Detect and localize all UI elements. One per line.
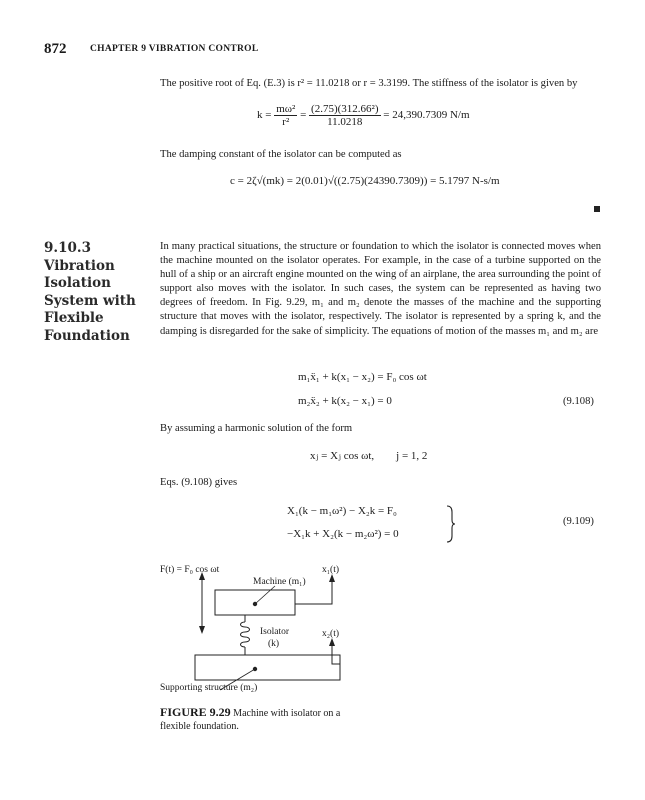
damping-equation: c = 2ζ√(mk) = 2(0.01)√((2.75)(24390.7309)) = 5.1797 N-s/m — [230, 175, 500, 187]
figure-caption — [160, 706, 360, 733]
equation-number-9-108: (9.108) — [563, 396, 594, 407]
stiffness-lhs: k = — [257, 109, 272, 122]
isolator-label: Isolator — [260, 627, 290, 637]
equation-amplitude-1: X₁(k − m₁ω²) − X₂k = F₀ — [287, 505, 397, 517]
equation-number-9-109: (9.109) — [563, 516, 594, 527]
isolator-spring — [241, 615, 250, 655]
stiffness-symbolic-numerator: mω² — [276, 103, 296, 115]
figure-caption-text: Machine with isolator on a flexible foundation. — [160, 708, 341, 732]
equation-motion-1: m₁ẍ₁ + k(x₁ − x₂) = F₀ cos ωt — [298, 371, 427, 383]
support-label: Supporting structure (m₂) — [160, 683, 258, 693]
stiffness-symbolic-fraction — [274, 103, 297, 128]
stiffness-numeric-denominator: 11.0218 — [327, 116, 363, 128]
force-label: F(t) = F₀ cos ωt — [160, 565, 220, 575]
damping-sentence: The damping constant of the isolator can be computed as — [160, 149, 402, 160]
stiffness-symbolic-denominator: r² — [282, 116, 290, 128]
equation-motion-2: m₂ẍ₂ + k(x₂ − x₁) = 0 — [298, 395, 392, 407]
stiffness-equals: = — [300, 109, 307, 122]
root-sentence: The positive root of Eq. (E.3) is r² = 11.0218 or r = 3.3199. The stiffness of the isolator is given by — [160, 78, 578, 89]
x1-label: x₁(t) — [322, 565, 340, 575]
chapter-heading: CHAPTER 9 VIBRATION CONTROL — [90, 44, 259, 54]
x2-arrow — [329, 638, 340, 664]
stiffness-numeric-fraction — [309, 103, 380, 128]
machine-leader-line — [255, 586, 275, 604]
section-paragraph: In many practical situations, the structure or foundation to which the isolator is connected moves when the machine mounted on the isolator operates. For example, in the case of a turbine supported on the hull of a ship or an aircraft engine mounted on the wing of an airplane, the area surrounding the point of support also moves with the isolator. In such cases, the system can be represented as having two degrees of freedom. In Fig. 9.29, m₁ and m₂ denote the masses of the machine and the supporting structure that moves with the isolator, respectively. The isolator is represented by a spring k, and the damping is disregarded for the sake of simplicity. The equations of motion of the masses m₁ and m₂ are — [160, 241, 601, 337]
stiffness-equation — [257, 103, 470, 128]
stiffness-result: = 24,390.7309 N/m — [383, 109, 470, 122]
section-heading: 9.10.3 Vibration Isolation System with Flexible Foundation — [44, 240, 136, 344]
right-brace — [445, 504, 457, 544]
gives-sentence: Eqs. (9.108) gives — [160, 477, 238, 488]
equation-amplitude-2: −X₁k + X₂(k − m₂ω²) = 0 — [287, 528, 399, 540]
harmonic-sentence: By assuming a harmonic solution of the form — [160, 423, 353, 434]
x2-label: x₂(t) — [322, 629, 340, 639]
page-number: 872 — [44, 41, 67, 57]
harmonic-form: xⱼ = Xⱼ cos ωt, j = 1, 2 — [310, 450, 428, 462]
end-of-proof-square — [594, 206, 600, 212]
figure-caption-label: FIGURE 9.29 — [160, 705, 231, 719]
isolator-k-label: (k) — [268, 639, 280, 649]
support-block — [195, 655, 340, 680]
force-arrow — [199, 572, 205, 634]
stiffness-numeric-numerator: (2.75)(312.66²) — [311, 103, 379, 115]
machine-label: Machine (m₁) — [253, 577, 306, 587]
